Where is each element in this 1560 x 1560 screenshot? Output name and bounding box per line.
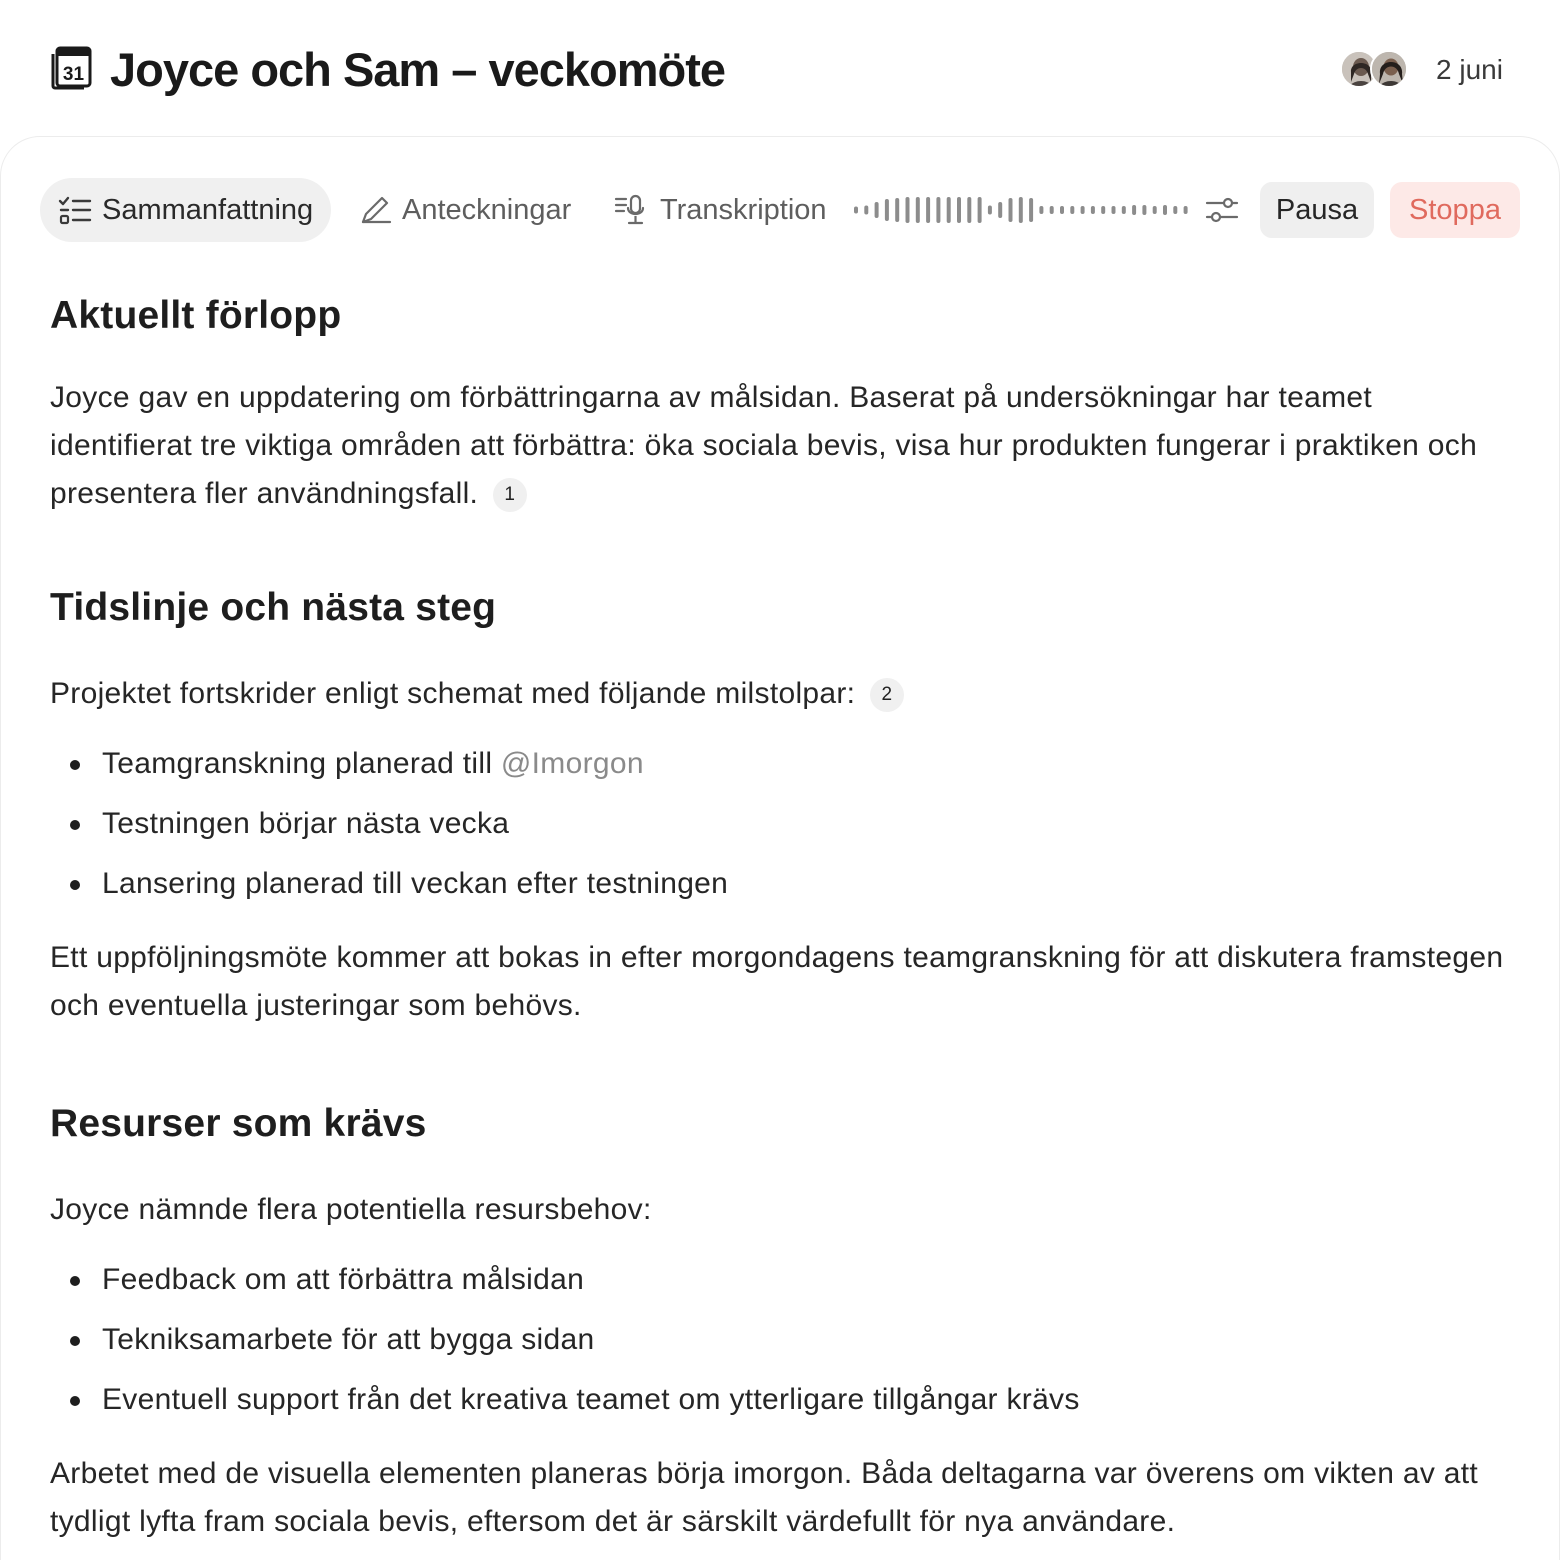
tab-summary-label: Sammanfattning (102, 193, 314, 226)
tab-transcription[interactable] (614, 178, 827, 242)
meeting-date: 2 juni (1436, 54, 1503, 85)
tab-transcription-label: Transkription (660, 193, 827, 226)
section-paragraph (50, 374, 1520, 518)
list-item: Tekniksamarbete för att bygga sidan (50, 1310, 1520, 1370)
section-heading-current-progress: Aktuellt förlopp (50, 294, 342, 337)
tab-summary[interactable] (40, 178, 331, 242)
tab-notes-label: Anteckningar (402, 193, 572, 226)
sliders-icon[interactable] (1204, 194, 1240, 226)
citation-badge[interactable]: 2 (870, 678, 904, 712)
calendar-icon-day: 31 (62, 64, 85, 85)
list-item: Lansering planerad till veckan efter testningen (50, 854, 1520, 914)
section-intro (50, 670, 1520, 718)
stop-button[interactable]: Stoppa (1390, 182, 1520, 238)
list-item: Feedback om att förbättra målsidan (50, 1250, 1520, 1310)
list-item-text: Teamgranskning planerad till (102, 747, 501, 780)
resource-list (50, 1250, 1520, 1430)
avatar[interactable] (1370, 50, 1408, 88)
page-title: Joyce och Sam – veckomöte (110, 43, 726, 96)
audio-waveform (852, 194, 1202, 226)
intro-text: Projektet fortskrider enligt schemat med följande milstolpar: (50, 677, 856, 710)
list-item: Testningen börjar nästa vecka (50, 794, 1520, 854)
page-header (0, 0, 1560, 138)
participant-avatars[interactable] (1340, 50, 1410, 88)
section-outro: Ett uppföljningsmöte kommer att bokas in efter morgondagens teamgranskning för att diskutera framstegen och eventuella justeringar som behövs. (50, 941, 1504, 1022)
section-outro: Arbetet med de visuella elementen planeras börja imorgon. Båda deltagarna var överens om vikten av att tydligt lyfta fram sociala bevis, eftersom det är särskilt värdefullt för nya användare. (50, 1457, 1479, 1538)
pause-button[interactable]: Pausa (1260, 182, 1374, 238)
view-toolbar (40, 178, 1522, 242)
paragraph-text: Joyce gav en uppdatering om förbättringarna av målsidan. Baserat på undersökningar har teamet identifierat tre viktiga områden att förbättra: öka sociala bevis, visa hur produkten fungerar i praktiken och presentera fler användningsfall. (50, 381, 1478, 510)
milestone-list (50, 734, 1520, 914)
list-item (50, 734, 1520, 794)
section-heading-resources: Resurser som krävs (50, 1102, 427, 1145)
pen-icon (360, 195, 392, 225)
tab-notes[interactable] (360, 178, 571, 242)
section-heading-timeline: Tidslinje och nästa steg (50, 586, 497, 629)
summary-content (50, 288, 1520, 1546)
calendar-icon (50, 46, 92, 90)
list-item: Eventuell support från det kreativa teamet om ytterligare tillgångar krävs (50, 1370, 1520, 1430)
date-mention[interactable]: @Imorgon (500, 747, 644, 780)
citation-badge[interactable]: 1 (493, 478, 527, 512)
microphone-transcript-icon (614, 194, 650, 226)
checklist-icon (58, 195, 92, 225)
section-intro: Joyce nämnde flera potentiella resursbehov: (50, 1193, 652, 1226)
